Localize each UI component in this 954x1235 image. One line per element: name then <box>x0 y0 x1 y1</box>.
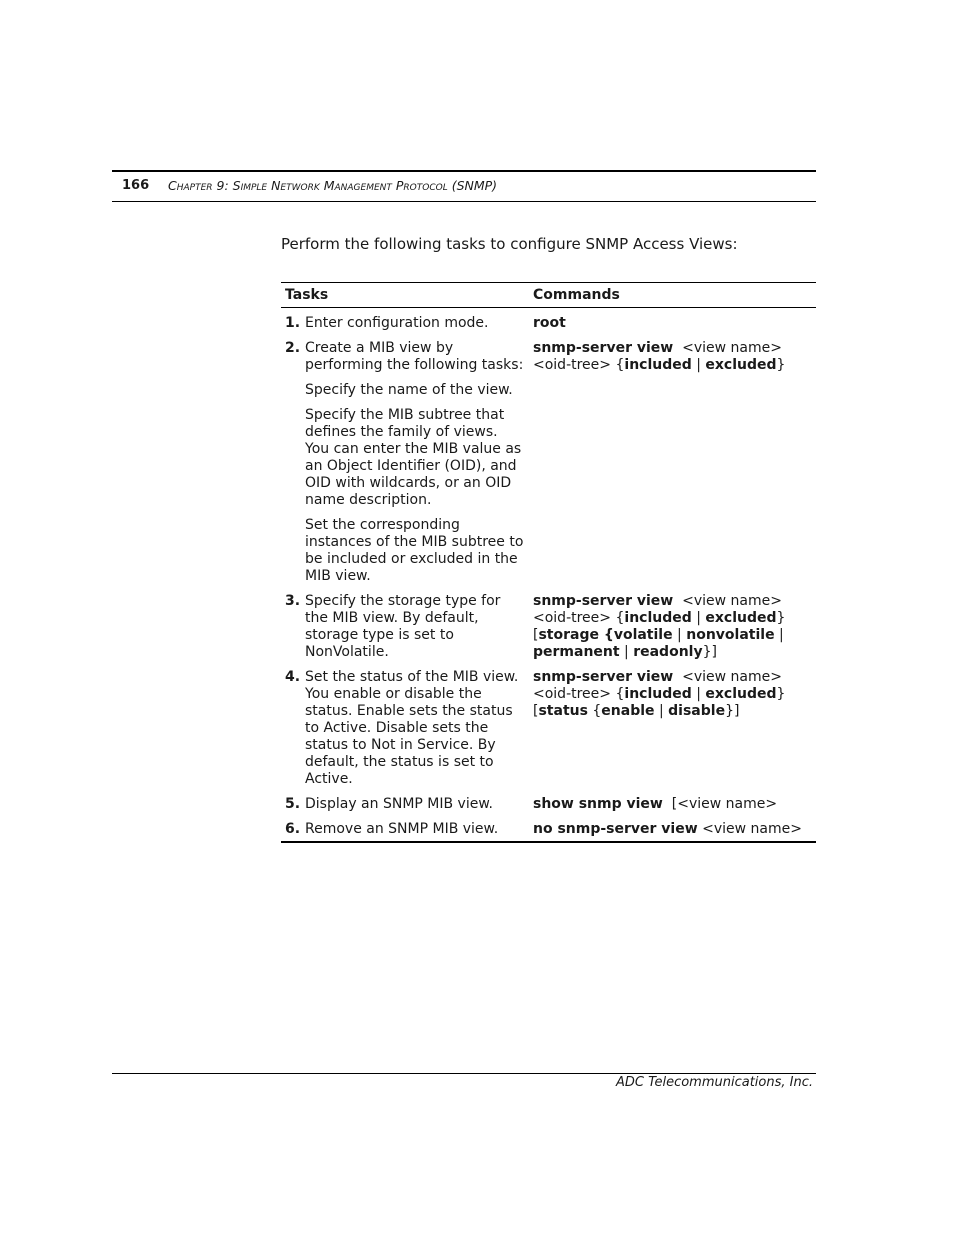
table-body <box>281 308 816 843</box>
command-cell <box>529 586 816 662</box>
task-cell <box>281 586 529 662</box>
task-paragraph: Set the corresponding instances of the MIB subtree to be included or excluded in the MIB view. <box>305 517 524 584</box>
command-argument: <view name> <oid-tree> { <box>533 669 787 702</box>
command-cell <box>529 333 816 586</box>
table-row <box>281 789 816 814</box>
step-number: 5. <box>285 796 301 812</box>
table-row <box>281 308 816 334</box>
command-keyword: excluded <box>705 610 777 626</box>
command-keyword: storage {volatile <box>538 627 673 643</box>
tasks-column-header: Tasks <box>281 283 529 308</box>
task-cell <box>281 662 529 789</box>
intro-text: Perform the following tasks to configure SNMP Access Views: <box>281 235 738 253</box>
command-argument: { <box>587 703 602 719</box>
task-cell <box>281 814 529 842</box>
command-keyword: snmp-server view <box>533 669 674 685</box>
page-number: 166 <box>122 178 150 193</box>
step-number: 2. <box>285 340 301 356</box>
command-argument: } <box>776 357 786 373</box>
command-argument: | <box>672 627 687 643</box>
tasks-table <box>281 282 816 843</box>
command-argument: <view name> <box>697 821 802 837</box>
command-cell <box>529 814 816 842</box>
task-paragraph: Enter configuration mode. <box>305 315 489 331</box>
task-paragraph: Specify the name of the view. <box>305 382 513 398</box>
command-keyword: disable <box>668 703 726 719</box>
command-keyword: snmp-server view <box>533 593 674 609</box>
task-cell <box>281 308 529 334</box>
footer-rule <box>112 1073 816 1074</box>
task-text <box>305 315 525 332</box>
task-text <box>305 593 525 661</box>
table-row <box>281 662 816 789</box>
header-rule-bottom <box>112 201 816 202</box>
command-argument: | <box>691 357 706 373</box>
task-text <box>305 796 525 813</box>
command-argument: | <box>619 644 634 660</box>
step-number: 4. <box>285 669 301 685</box>
command-keyword: excluded <box>705 357 777 373</box>
command-keyword: no snmp-server view <box>533 821 698 837</box>
command-argument: <view name> <oid-tree> { <box>533 593 787 626</box>
command-keyword: root <box>533 315 566 331</box>
command-keyword: show snmp view <box>533 796 663 812</box>
footer-company: ADC Telecommunications, Inc. <box>616 1075 813 1090</box>
command-keyword: nonvolatile <box>686 627 775 643</box>
command-keyword: permanent <box>533 644 620 660</box>
command-keyword: included <box>624 357 692 373</box>
command-argument: | <box>654 703 669 719</box>
command-argument: }] <box>702 644 717 660</box>
step-number: 6. <box>285 821 301 837</box>
command-argument: [<view name> <box>662 796 778 812</box>
task-paragraph: Create a MIB view by performing the following tasks: <box>305 340 524 373</box>
task-paragraph: Remove an SNMP MIB view. <box>305 821 499 837</box>
command-argument: | <box>774 627 789 643</box>
commands-column-header: Commands <box>529 283 816 308</box>
table-header-row <box>281 283 816 308</box>
task-text <box>305 669 525 788</box>
task-paragraph: Specify the MIB subtree that defines the family of views. You can enter the MIB value as an Object Identifier (OID), and OID with wildcards, or an OID name description. <box>305 407 522 508</box>
command-keyword: included <box>624 686 692 702</box>
table-row <box>281 586 816 662</box>
command-cell <box>529 789 816 814</box>
command-cell <box>529 662 816 789</box>
table-row <box>281 814 816 842</box>
task-text <box>305 340 525 585</box>
command-argument: <view name> <oid-tree> { <box>533 340 787 373</box>
command-keyword: enable <box>601 703 655 719</box>
table-row <box>281 333 816 586</box>
command-keyword: excluded <box>705 686 777 702</box>
chapter-title: Chapter 9: Simple Network Management Protocol (SNMP) <box>168 178 498 193</box>
task-paragraph: Display an SNMP MIB view. <box>305 796 493 812</box>
command-argument: }] <box>725 703 740 719</box>
command-argument: } [ <box>533 686 790 719</box>
command-argument: | <box>691 686 706 702</box>
task-cell <box>281 789 529 814</box>
step-number: 1. <box>285 315 301 331</box>
command-keyword: readonly <box>633 644 703 660</box>
command-keyword: included <box>624 610 692 626</box>
task-cell <box>281 333 529 586</box>
header-rule-top <box>112 170 816 172</box>
task-paragraph: Set the status of the MIB view. You enable or disable the status. Enable sets the status to Active. Disable sets the status to Not in Service. By default, the status is set to Active. <box>305 669 519 787</box>
task-text <box>305 821 525 838</box>
command-keyword: snmp-server view <box>533 340 674 356</box>
command-argument: | <box>691 610 706 626</box>
task-paragraph: Specify the storage type for the MIB view. By default, storage type is set to NonVolatile. <box>305 593 501 660</box>
step-number: 3. <box>285 593 301 609</box>
command-argument: } [ <box>533 610 790 643</box>
command-cell <box>529 308 816 334</box>
command-keyword: status <box>538 703 588 719</box>
